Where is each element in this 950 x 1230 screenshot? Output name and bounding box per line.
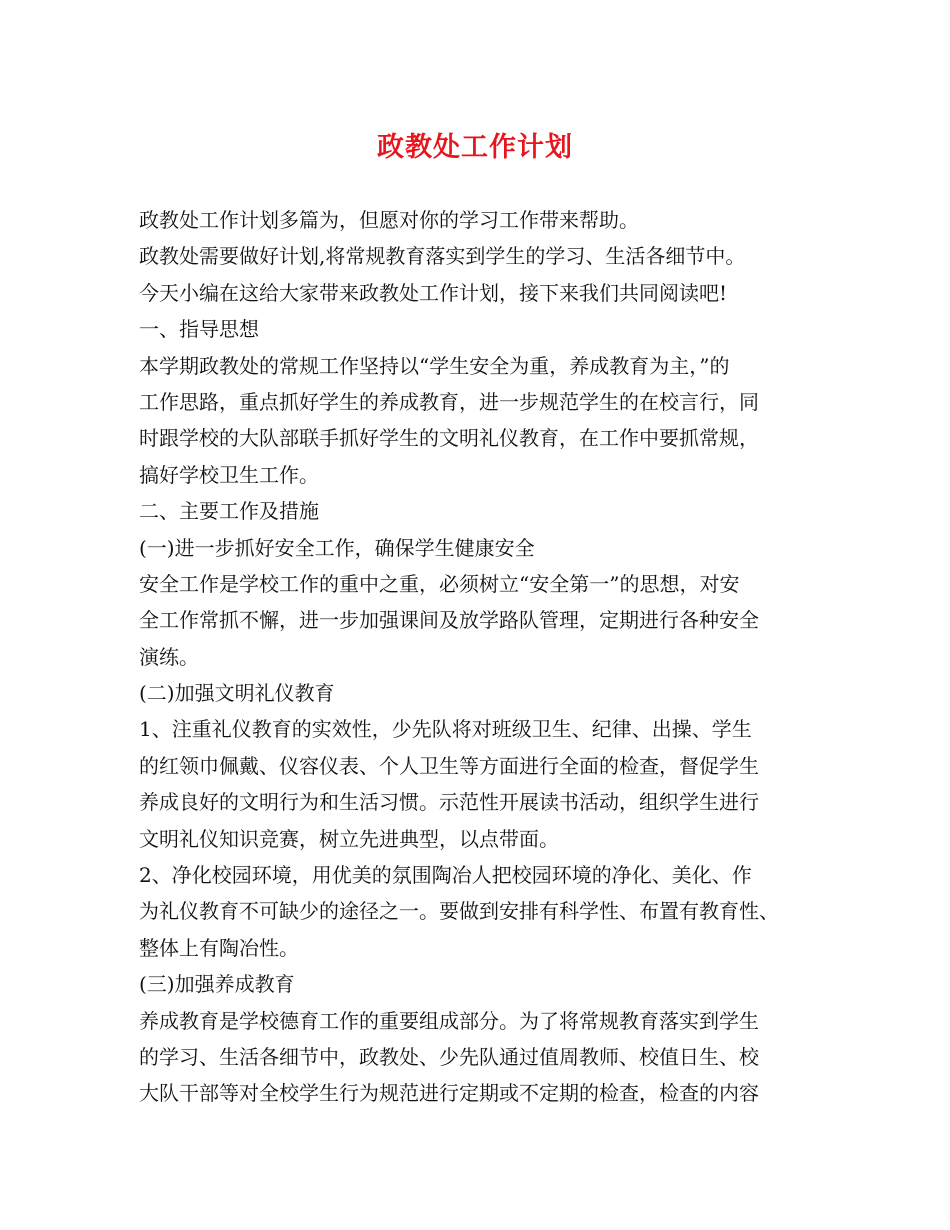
text-line: 本学期政教处的常规工作坚持以“学生安全为重，养成教育为主，”的 [139, 353, 730, 378]
subsection-heading: (二)加强文明礼仪教育 [139, 681, 335, 706]
text-line: 全工作常抓不懈，进一步加强课间及放学路队管理，定期进行各种安全 [139, 608, 759, 633]
text-line: 文明礼仪知识竞赛，树立先进典型，以点带面。 [139, 826, 559, 851]
text-line: 为礼仪教育不可缺少的途径之一。要做到安排有科学性、布置有教育性、 [139, 899, 779, 924]
text-line: 演练。 [139, 644, 199, 669]
document-title: 政教处工作计划 [377, 132, 573, 163]
text-line: 的红领巾佩戴、仪容仪表、个人卫生等方面进行全面的检查，督促学生 [139, 753, 759, 778]
document-body [139, 202, 829, 1112]
text-line: 养成良好的文明行为和生活习惯。示范性开展读书活动，组织学生进行 [139, 790, 759, 815]
text-line: 1、注重礼仪教育的实效性，少先队将对班级卫生、纪律、出操、学生 [139, 717, 752, 742]
text-line: 整体上有陶冶性。 [139, 935, 299, 960]
text-line: 政教处工作计划多篇为，但愿对你的学习工作带来帮助。 [139, 208, 639, 232]
text-line: 安全工作是学校工作的重中之重，必须树立“安全第一”的思想，对安 [139, 571, 740, 596]
text-line: 工作思路，重点抓好学生的养成教育，进一步规范学生的在校言行，同 [139, 389, 759, 414]
text-line: 今天小编在这给大家带来政教处工作计划，接下来我们共同阅读吧! [139, 280, 728, 305]
text-line: 时跟学校的大队部联手抓好学生的文明礼仪教育，在工作中要抓常规， [139, 426, 759, 451]
text-line: 养成教育是学校德育工作的重要组成部分。为了将常规教育落实到学生 [139, 1008, 759, 1033]
section-heading: 一、指导思想 [139, 317, 259, 342]
text-line: 的学习、生活各细节中，政教处、少先队通过值周教师、校值日生、校 [139, 1044, 759, 1069]
text-line: 政教处需要做好计划,将常规教育落实到学生的学习、生活各细节中。 [139, 244, 746, 269]
text-line: 搞好学校卫生工作。 [139, 462, 319, 487]
subsection-heading: (三)加强养成教育 [139, 972, 295, 997]
subsection-heading: (一)进一步抓好安全工作，确保学生健康安全 [139, 535, 535, 560]
section-heading: 二、主要工作及措施 [139, 499, 319, 524]
text-line: 2、净化校园环境，用优美的氛围陶冶人把校园环境的净化、美化、作 [139, 863, 752, 888]
text-line: 大队干部等对全校学生行为规范进行定期或不定期的检查，检查的内容 [139, 1081, 759, 1106]
